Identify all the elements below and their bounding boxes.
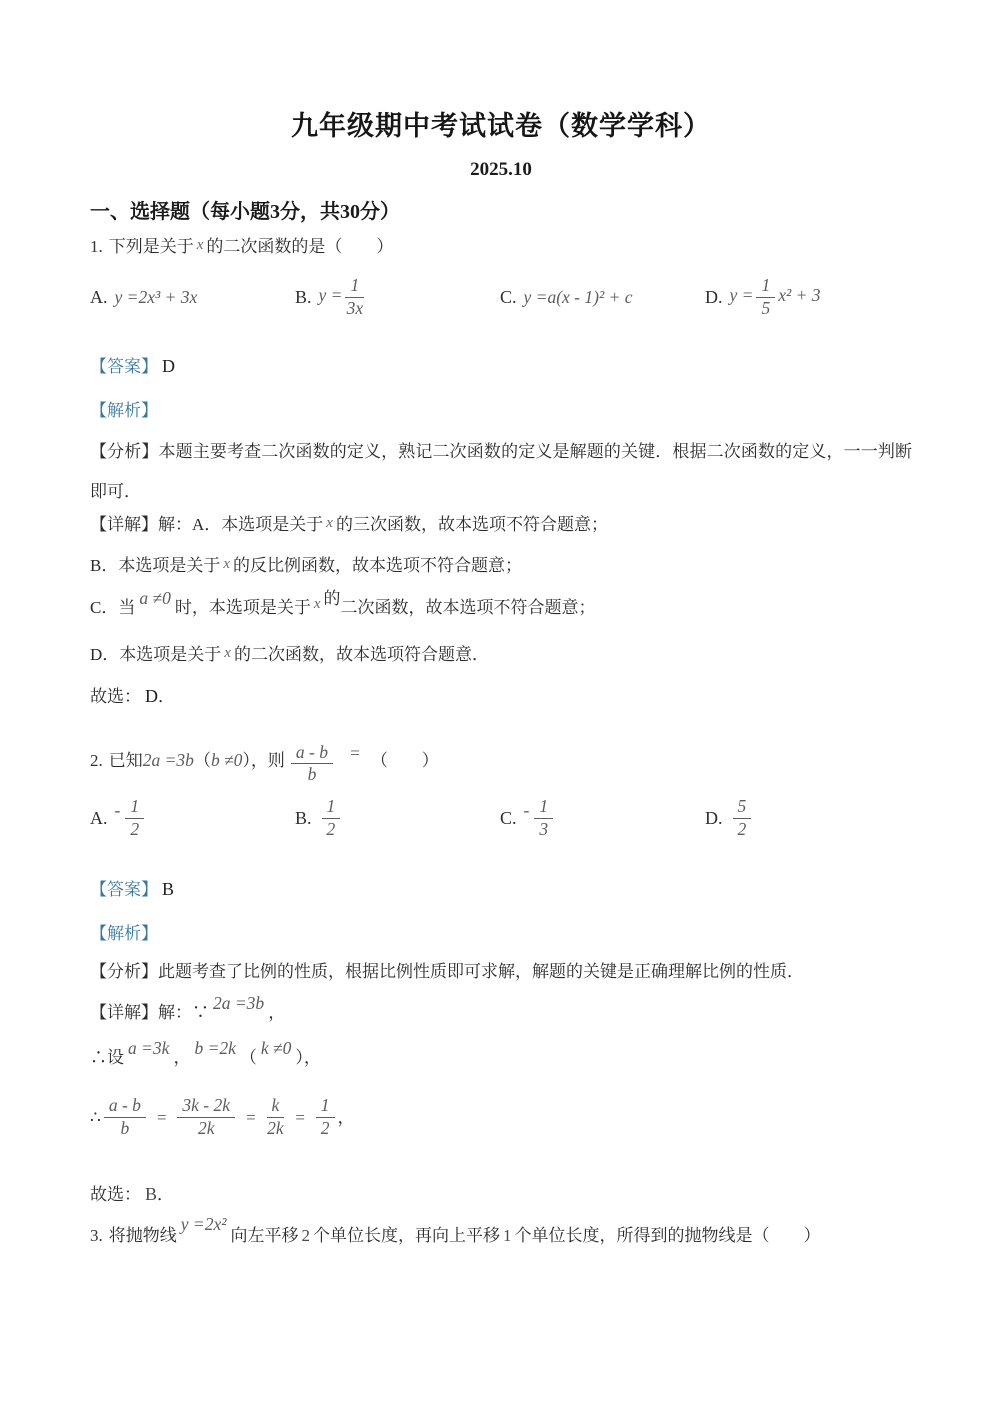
q1-detail-c-mid: 时，本选项是关于 <box>174 598 311 617</box>
jiexi-tag: 【解析】 <box>90 401 158 420</box>
equals-sign: = <box>294 1107 306 1127</box>
q1-number: 1. <box>90 237 103 256</box>
fraction <box>104 1096 146 1138</box>
q2-stem-pre: 已知 <box>108 751 143 770</box>
q3-stem-pre: 将抛物线 <box>108 1226 177 1245</box>
fraction-numerator: 1 <box>316 1096 335 1117</box>
fraction-denominator: 3x <box>346 297 364 318</box>
q2-choose-pre: 故选： <box>90 1185 141 1204</box>
q1-detail-a-pre: 【详解】解：A．本选项是关于 <box>90 515 324 534</box>
q2-options <box>90 786 912 850</box>
q1-stem-post: 的二次函数的是（ ） <box>206 237 394 256</box>
fraction <box>125 797 144 839</box>
q1-detail-a <box>90 512 912 539</box>
q1-option-c-formula: y =a(x - 1)² + c <box>523 286 633 307</box>
q1-answer-line <box>90 353 912 380</box>
q1-option-d-lhs: y = <box>729 285 754 306</box>
fraction <box>316 1096 335 1138</box>
q2-detail-line3-post: ， <box>337 1107 355 1127</box>
q2-choose-value: B <box>145 1184 158 1204</box>
q1-option-a-formula: y =2x³ + 3x <box>114 286 198 307</box>
fraction-denominator: 2k <box>267 1117 284 1138</box>
fraction <box>345 276 364 318</box>
q2-option-b-value <box>319 797 344 839</box>
q1-detail-a-post: 的三次函数，故本选项不符合题意； <box>335 515 608 534</box>
equals-sign: = <box>245 1107 257 1127</box>
q1-option-a-label: A. <box>90 286 108 307</box>
q3-number: 3. <box>90 1226 103 1245</box>
fraction-numerator: 5 <box>733 797 752 818</box>
q1-choose-post: ． <box>158 687 175 706</box>
q1-option-c-label: C. <box>500 286 517 307</box>
q2-detail-line3-pre: ∴ <box>90 1107 101 1127</box>
q1-detail-c <box>90 588 912 622</box>
fraction-denominator: 2 <box>326 818 336 839</box>
fraction-numerator: 1 <box>345 276 364 297</box>
q2-option-a-value <box>115 797 148 839</box>
fraction-numerator: 3k - 2k <box>177 1096 235 1117</box>
q1-detail-b-var: x <box>223 556 231 572</box>
fraction-numerator: 1 <box>534 797 553 818</box>
fraction-numerator: 1 <box>322 797 341 818</box>
fraction-denominator: b <box>307 763 317 784</box>
q1-option-b-lhs: y = <box>318 285 343 306</box>
q1-stem <box>90 234 912 261</box>
q2-option-b <box>295 797 500 839</box>
q3-shift-left-amount: 2 <box>301 1226 310 1245</box>
q1-detail-b <box>90 553 912 580</box>
q2-option-d-label: D. <box>705 807 723 828</box>
q1-answer-value: D <box>162 356 175 376</box>
q2-fenxi: 【分析】此题考查了比例的性质，根据比例性质即可求解，解题的关键是正确理解比例的性质． <box>90 962 804 981</box>
fraction <box>322 797 341 839</box>
q3-parabola-formula: y =2x² <box>180 1214 227 1234</box>
q1-stem-pre: 下列是关于 <box>108 237 194 256</box>
fraction-numerator: a - b <box>104 1096 146 1117</box>
q1-choose-pre: 故选： <box>90 687 141 706</box>
q1-option-d-formula <box>730 276 821 318</box>
fraction <box>733 797 752 839</box>
q2-detail-line1 <box>90 993 912 1026</box>
q3-stem-s2: 个单位长度，再向上平移 <box>312 1226 500 1245</box>
jiexi-tag: 【解析】 <box>90 924 158 943</box>
q1-detail-b-post: 的反比例函数，故本选项不符合题意； <box>233 556 523 575</box>
q1-stem-var-x: x <box>196 237 204 253</box>
minus-sign: - <box>523 800 530 821</box>
q1-option-b-formula <box>319 276 368 318</box>
fraction-denominator: 2 <box>130 818 140 839</box>
q1-detail-d-post: 的二次函数，故本选项符合题意． <box>233 645 489 664</box>
q1-detail-d-var: x <box>224 645 231 661</box>
q2-detail-paren-open: （ <box>239 1048 257 1067</box>
q2-answer-value: B <box>162 879 175 899</box>
q2-stem-text <box>90 747 285 782</box>
q1-option-d-rhs: x² + 3 <box>778 285 821 306</box>
q2-detail-paren-close: ）， <box>295 1048 321 1067</box>
equals-sign: = <box>155 1107 168 1127</box>
q1-detail-a-var: x <box>326 515 333 531</box>
q1-detail-b-pre: B．本选项是关于 <box>90 556 221 575</box>
q1-fenxi: 【分析】本题主要考查二次函数的定义，熟记二次函数的定义是解题的关键．根据二次函数的定义，一一判断即可． <box>90 442 912 501</box>
q2-option-c-value <box>524 797 557 839</box>
q1-choose-value: D <box>145 686 158 706</box>
fraction-denominator: 5 <box>761 297 771 318</box>
q2-detail-line2 <box>90 1038 912 1071</box>
q2-option-a-label: A. <box>90 807 108 828</box>
fraction-denominator: 2 <box>737 818 747 839</box>
q2-detail-line1-pre: 【详解】解：∵ <box>90 1003 209 1022</box>
q3-stem-s3: 个单位长度，所得到的抛物线是（ ） <box>514 1226 821 1245</box>
q2-option-a <box>90 797 295 839</box>
q2-given-equation: 2a =3b <box>142 750 194 770</box>
fraction <box>756 276 775 318</box>
q2-option-b-label: B. <box>295 807 312 828</box>
section-heading: 一、选择题（每小题3分，共30分） <box>90 201 400 223</box>
q2-option-d-value <box>730 797 755 839</box>
q3-shift-up-amount: 1 <box>502 1226 512 1245</box>
fraction-denominator: 2k <box>197 1117 215 1138</box>
q2-choose-line <box>90 1181 912 1208</box>
q2-detail-line1-equation: 2a =3b <box>213 993 265 1013</box>
q2-choose-post: ． <box>157 1185 175 1204</box>
fraction-numerator: k <box>267 1096 285 1117</box>
q2-stem-fraction <box>291 743 333 785</box>
q1-detail-d <box>90 642 912 669</box>
answer-tag: 【答案】 <box>90 357 158 376</box>
answer-tag: 【答案】 <box>90 880 158 899</box>
q2-detail-b-def: b =2k <box>194 1038 236 1058</box>
minus-sign: - <box>114 800 121 821</box>
q2-detail-a-def: a =3k <box>128 1038 170 1058</box>
q2-number: 2. <box>90 751 103 770</box>
q2-paren-open: （ <box>193 751 211 770</box>
q2-equals-sign: = <box>349 743 361 763</box>
q1-options <box>90 265 912 329</box>
q2-answer-line <box>90 876 912 903</box>
q1-option-b-label: B. <box>295 286 312 307</box>
q1-option-a <box>90 287 295 308</box>
q1-detail-c-condition: a ≠0 <box>139 588 171 608</box>
fraction <box>177 1096 235 1138</box>
q1-detail-c-var: x <box>313 596 321 612</box>
fraction-numerator: a - b <box>291 743 333 764</box>
q1-option-d-label: D. <box>705 286 723 307</box>
fraction-denominator: b <box>120 1117 130 1138</box>
q1-detail-c-de: 的 <box>323 589 341 608</box>
q2-detail-comma: ， <box>173 1048 191 1067</box>
q1-detail-c-pre: C．当 <box>90 598 136 617</box>
q2-option-c <box>500 797 705 839</box>
q2-option-c-label: C. <box>500 807 517 828</box>
fraction-numerator: 1 <box>125 797 144 818</box>
q3-stem <box>90 1214 912 1249</box>
q2-jiexi-line <box>90 921 912 947</box>
q2-stem-post: （ ） <box>370 751 439 770</box>
exam-date: 2025.10 <box>470 159 532 180</box>
q2-detail-line3 <box>90 1091 912 1143</box>
q2-condition: b ≠0 <box>210 750 243 770</box>
q2-stem-mid: ），则 <box>242 751 285 770</box>
page-title: 九年级期中考试试卷（数学学科） <box>291 111 711 141</box>
fraction-denominator: 3 <box>539 818 549 839</box>
q1-jiexi-line <box>90 398 912 424</box>
fraction <box>534 797 553 839</box>
q1-detail-c-post: 二次函数，故本选项不符合题意； <box>340 598 596 617</box>
q2-detail-k-condition: k ≠0 <box>260 1038 292 1058</box>
q2-option-d <box>705 797 754 839</box>
fraction-numerator: 1 <box>756 276 775 297</box>
q1-option-d <box>705 276 821 318</box>
q1-choose-line <box>90 683 912 710</box>
q1-option-c <box>500 287 705 308</box>
fraction-denominator: 2 <box>320 1117 330 1138</box>
q2-detail-line1-post: ， <box>268 1003 286 1022</box>
q1-detail-d-pre: D．本选项是关于 <box>90 645 222 664</box>
q2-stem <box>90 726 912 782</box>
q1-option-b <box>295 276 500 318</box>
q2-detail-line2-pre: ∴设 <box>90 1048 124 1067</box>
fraction <box>267 1096 285 1138</box>
q3-stem-s1: 向左平移 <box>230 1226 299 1245</box>
